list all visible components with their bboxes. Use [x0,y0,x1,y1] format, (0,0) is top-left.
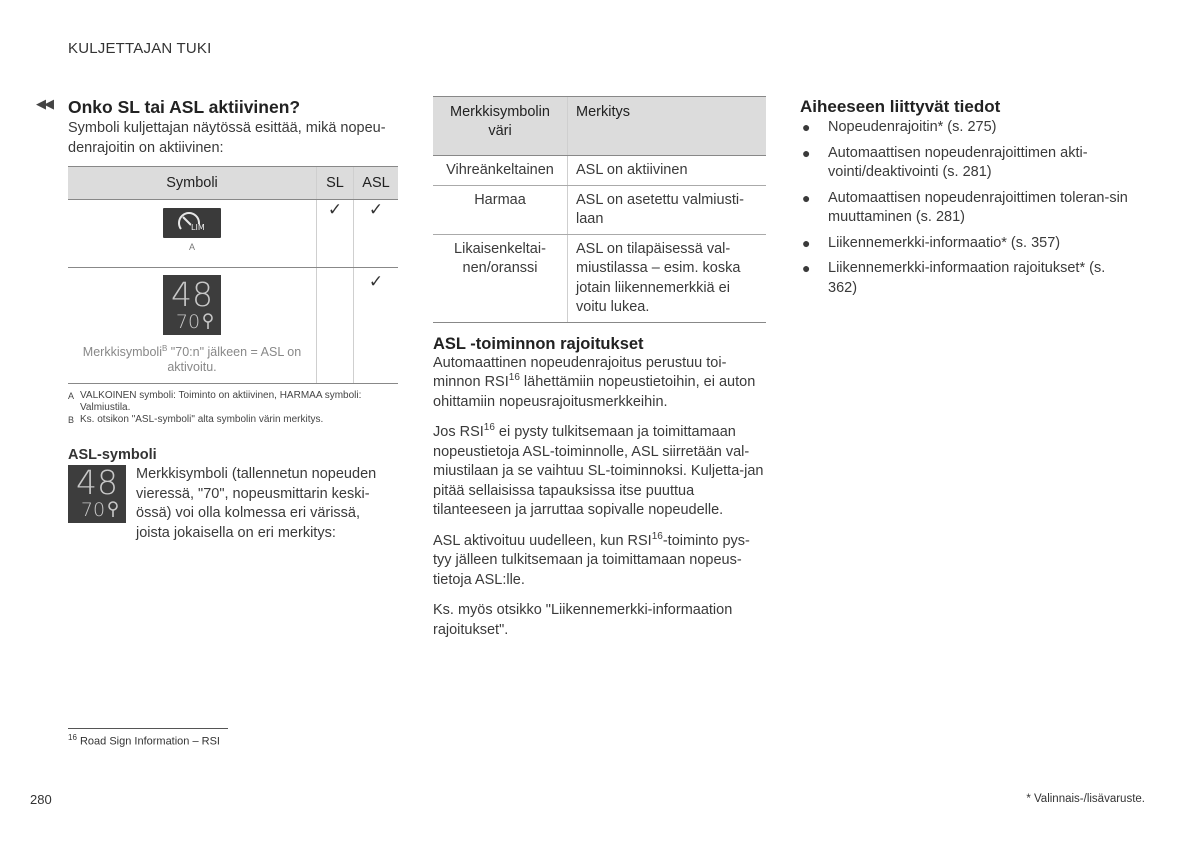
related-link[interactable]: ● Liikennemerkki-informaatio* (s. 357) [800,234,1135,254]
paragraph: ASL aktivoituu uudelleen, kun RSI$^{16}$-toiminto pys-tyy jälleen tulkitsemaan ja toimittamaan nopeus-tietoja ASL:lle. [433,530,750,588]
footnote-b: B Ks. otsikon "ASL-symboli" alta symbolin värin merkitys. [68,414,324,425]
bullet-icon: ● [802,144,811,161]
speed-limit: 70 [80,499,106,521]
sl-check: ✓ [317,200,354,268]
speed-limit: 70 [175,311,201,333]
symbol-cell [68,200,317,268]
symbol-cell [68,268,317,384]
color-cell: Likaisenkeltai-nen/oranssi [433,234,568,322]
paragraph: Jos RSI$^{16}$ ei pysty tulkitsemaan ja toimittamaan nopeustietoja ASL-toiminnolle, ASL siirretään val-miustilaan ja se vaihtuu SL-toiminnoksi. Kuljetta-jan pitää sellaisissa tapauksissa itse puuttua tilanteeseen ja jarruttaa sopivalle nopeudelle. [433,422,764,518]
asl-check: ✓ [354,268,399,384]
symbol-caption: Merkkisymboli$^B$ "70:n" jälkeen = ASL on aktivoitu. [82,344,302,375]
asl-symbol-title: ASL-symboli [68,447,157,463]
bullet-icon: ● [802,234,811,251]
color-cell: Vihreänkeltainen [433,156,568,186]
paragraph: Automaattinen nopeudenrajoitus perustuu toi-minnon RSI$^{16}$ lähettämiin nopeustietoihin, ei auton ohittamiin nopeusrajoitusmerkkeihin. [433,354,756,410]
meaning-cell: ASL on tilapäisessä val-miustilassa – esim. koska jotain liikennemerkkiä ei voitu lukea. [568,234,767,322]
page-footnote: $^{16}$ Road Sign Information – RSI [68,733,220,748]
col-header-meaning: Merkitys [568,97,767,156]
col-header-color: Merkkisymbolin väri [433,97,568,156]
related-link[interactable]: ● Automaattisen nopeudenrajoittimen akti-vointi/deaktivointi (s. 281) [802,144,1088,180]
color-cell: Harmaa [433,185,568,234]
table-row [68,200,398,268]
bullet-icon: ● [802,189,811,206]
related-title: Aiheeseen liittyvät tiedot [800,97,1001,116]
lim-symbol-icon [163,208,221,238]
marker-symbol-icon [202,313,214,331]
page-number: 280 [30,792,52,807]
related-link[interactable]: ● Liikennemerkki-informaation rajoitukset* (s. 362) [802,260,1106,296]
previous-section-icon[interactable]: ◀◀ [36,96,52,111]
bullet-icon: ● [802,119,811,135]
table-footnotes [68,390,398,426]
paragraph: Ks. myös otsikko "Liikennemerkki-informaation rajoitukset". [433,602,733,638]
col-header-symbol: Symboli [68,167,317,200]
stored-speed: 48 [76,463,118,502]
asl-limitations-title: ASL -toiminnon rajoitukset [433,334,644,353]
marker-symbol-icon [107,501,119,519]
meaning-cell: ASL on asetettu valmiusti-laan [568,185,767,234]
footnote-marker: A [188,242,195,252]
table-row [433,185,766,234]
asl-symbol-text: Merkkisymboli (tallennetun nopeuden vieressä, "70", nopeusmittarin keski-össä) voi olla kolmessa eri värissä, joista jokaisella on eri merkitys: [136,466,377,541]
related-link[interactable]: ● Automaattisen nopeudenrajoittimen toleran-sin muuttaminen (s. 281) [802,189,1128,225]
asl-check: ✓ [354,200,399,268]
related-list [800,118,1135,298]
table-row [433,156,766,186]
table-row [433,234,766,322]
footnote-divider [68,728,228,729]
sl-check [317,268,354,384]
related-link[interactable]: ● Nopeudenrajoitin* (s. 275) [800,118,1135,138]
speed-display-icon [68,465,126,523]
speed-display-icon [163,275,221,335]
section-intro: Symboli kuljettajan näytössä esittää, mikä nopeu-denrajoitin on aktiivinen: [68,120,386,156]
bullet-icon: ● [802,260,811,276]
symbol-table [68,166,398,384]
col-header-asl: ASL [354,167,399,200]
col-header-sl: SL [317,167,354,200]
asl-symbol-block [68,465,398,545]
lim-label: LIM [191,223,205,232]
optional-equipment-note: * Valinnais-/lisävaruste. [1026,793,1145,805]
column-right [800,96,1135,304]
stored-speed: 48 [171,275,213,314]
meaning-cell: ASL on aktiivinen [568,156,767,186]
section-title: Onko SL tai ASL aktiivinen? [68,97,301,117]
column-middle [433,96,766,651]
meaning-table [433,96,766,323]
table-row [68,268,398,384]
column-left [68,96,398,545]
footnote-a: A VALKOINEN symboli: Toiminto on aktiivinen, HARMAA symboli: Valmiustila. [68,390,362,413]
page-header: KULJETTAJAN TUKI [68,40,212,57]
